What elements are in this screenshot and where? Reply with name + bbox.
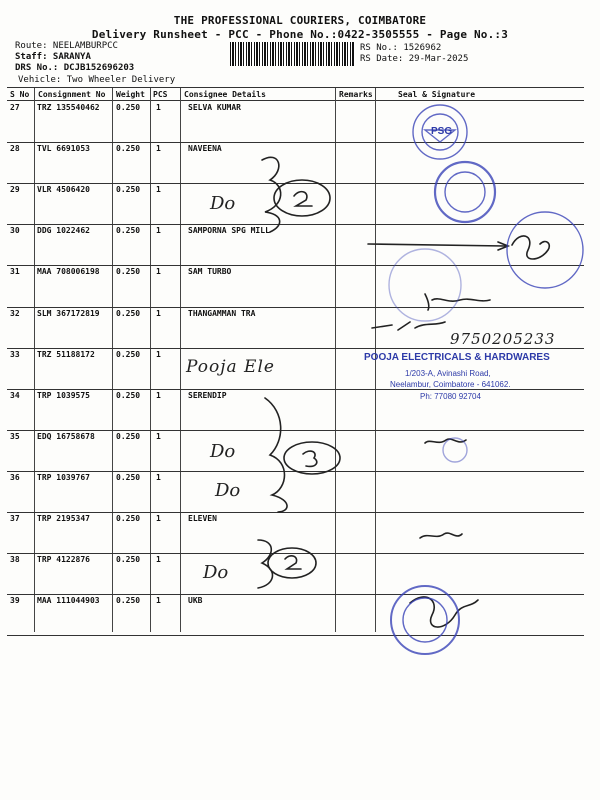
rs-number: RS No.: 1526962 [360,43,442,53]
handwritten-do: Do [215,480,241,501]
row-consignment: TRP 1039575 [37,391,90,400]
row-sno: 36 [10,473,20,482]
row-sno: 28 [10,144,20,153]
row-consignment: VLR 4506420 [37,185,90,194]
row-sno: 33 [10,350,20,359]
row-consignee: NAVEENA [188,144,222,153]
row-consignment: MAA 111044903 [37,596,100,605]
row-sno: 39 [10,596,20,605]
row-consignment: TRP 4122876 [37,555,90,564]
row-consignee: SAM TURBO [188,267,232,276]
row-consignment: TRP 2195347 [37,514,90,523]
pooja-stamp-phone: Ph: 77080 92704 [420,392,481,401]
row-pcs: 1 [156,309,161,318]
handwritten-do: Do [210,193,236,214]
row-weight: 0.250 [116,432,141,441]
psg-stamp-text: PSG [431,126,453,137]
row-consignment: TVL 6691053 [37,144,90,153]
runsheet-subtitle: Delivery Runsheet - PCC - Phone No.:0422-3505555 - Page No.:3 [91,28,509,41]
rs-date: RS Date: 29-Mar-2025 [360,54,469,64]
row-sno: 29 [10,185,20,194]
col-pcs: PCS [153,90,168,99]
row-consignment: TRZ 51188172 [37,350,95,359]
row-pcs: 1 [156,555,161,564]
row-weight: 0.250 [116,391,141,400]
row-consignee: UKB [188,596,203,605]
pooja-stamp-address: 1/203-A, Avinashi Road, [405,369,491,378]
handwritten-do: Do [203,562,229,583]
row-weight: 0.250 [116,514,141,523]
row-consignee: SERENDIP [188,391,227,400]
row-consignee: SELVA KUMAR [188,103,241,112]
row-sno: 34 [10,391,20,400]
route: Route: NEELAMBURPCC [15,41,118,51]
company-title: THE PROFESSIONAL COURIERS, COIMBATORE [173,14,427,27]
row-weight: 0.250 [116,185,141,194]
row-pcs: 1 [156,144,161,153]
drs-number: DRS No.: DCJB152696203 [15,63,135,73]
vehicle: Vehicle: Two Wheeler Delivery [18,75,176,85]
pooja-stamp-address: Neelambur, Coimbatore - 641062. [390,380,511,389]
row-consignment: TRZ 135540462 [37,103,100,112]
row-pcs: 1 [156,350,161,359]
row-sno: 32 [10,309,20,318]
row-pcs: 1 [156,185,161,194]
col-weight: Weight [116,90,145,99]
row-sno: 31 [10,267,20,276]
row-consignee: THANGAMMAN TRA [188,309,256,318]
row-consignment: SLM 367172819 [37,309,100,318]
row-sno: 38 [10,555,20,564]
row-weight: 0.250 [116,473,141,482]
col-sno: S No [10,90,30,99]
row-sno: 35 [10,432,20,441]
row-consignment: EDQ 16758678 [37,432,95,441]
handwritten-phone: 9750205233 [450,330,556,348]
row-consignee: SAMPORNA SPG MILL [188,226,270,235]
col-consignment: Consignment No [38,90,106,99]
row-weight: 0.250 [116,103,141,112]
row-sno: 37 [10,514,20,523]
row-pcs: 1 [156,226,161,235]
col-seal-signature: Seal & Signature [398,90,476,99]
col-consignee: Consignee Details [184,90,266,99]
row-consignee: ELEVEN [188,514,217,523]
row-weight: 0.250 [116,555,141,564]
row-pcs: 1 [156,432,161,441]
row-sno: 30 [10,226,20,235]
row-pcs: 1 [156,103,161,112]
row-weight: 0.250 [116,309,141,318]
row-weight: 0.250 [116,267,141,276]
row-pcs: 1 [156,391,161,400]
staff: Staff: SARANYA [15,52,91,62]
row-consignment: MAA 708006198 [37,267,100,276]
pooja-stamp-name: POOJA ELECTRICALS & HARDWARES [364,352,550,363]
row-consignment: DDG 1022462 [37,226,90,235]
row-pcs: 1 [156,514,161,523]
col-remarks: Remarks [339,90,373,99]
row-consignment: TRP 1039767 [37,473,90,482]
row-pcs: 1 [156,473,161,482]
row-pcs: 1 [156,596,161,605]
row-weight: 0.250 [116,596,141,605]
row-pcs: 1 [156,267,161,276]
row-weight: 0.250 [116,226,141,235]
row-sno: 27 [10,103,20,112]
row-weight: 0.250 [116,144,141,153]
handwritten-pooja: Pooja Ele [186,357,275,377]
handwritten-do: Do [210,441,236,462]
row-weight: 0.250 [116,350,141,359]
